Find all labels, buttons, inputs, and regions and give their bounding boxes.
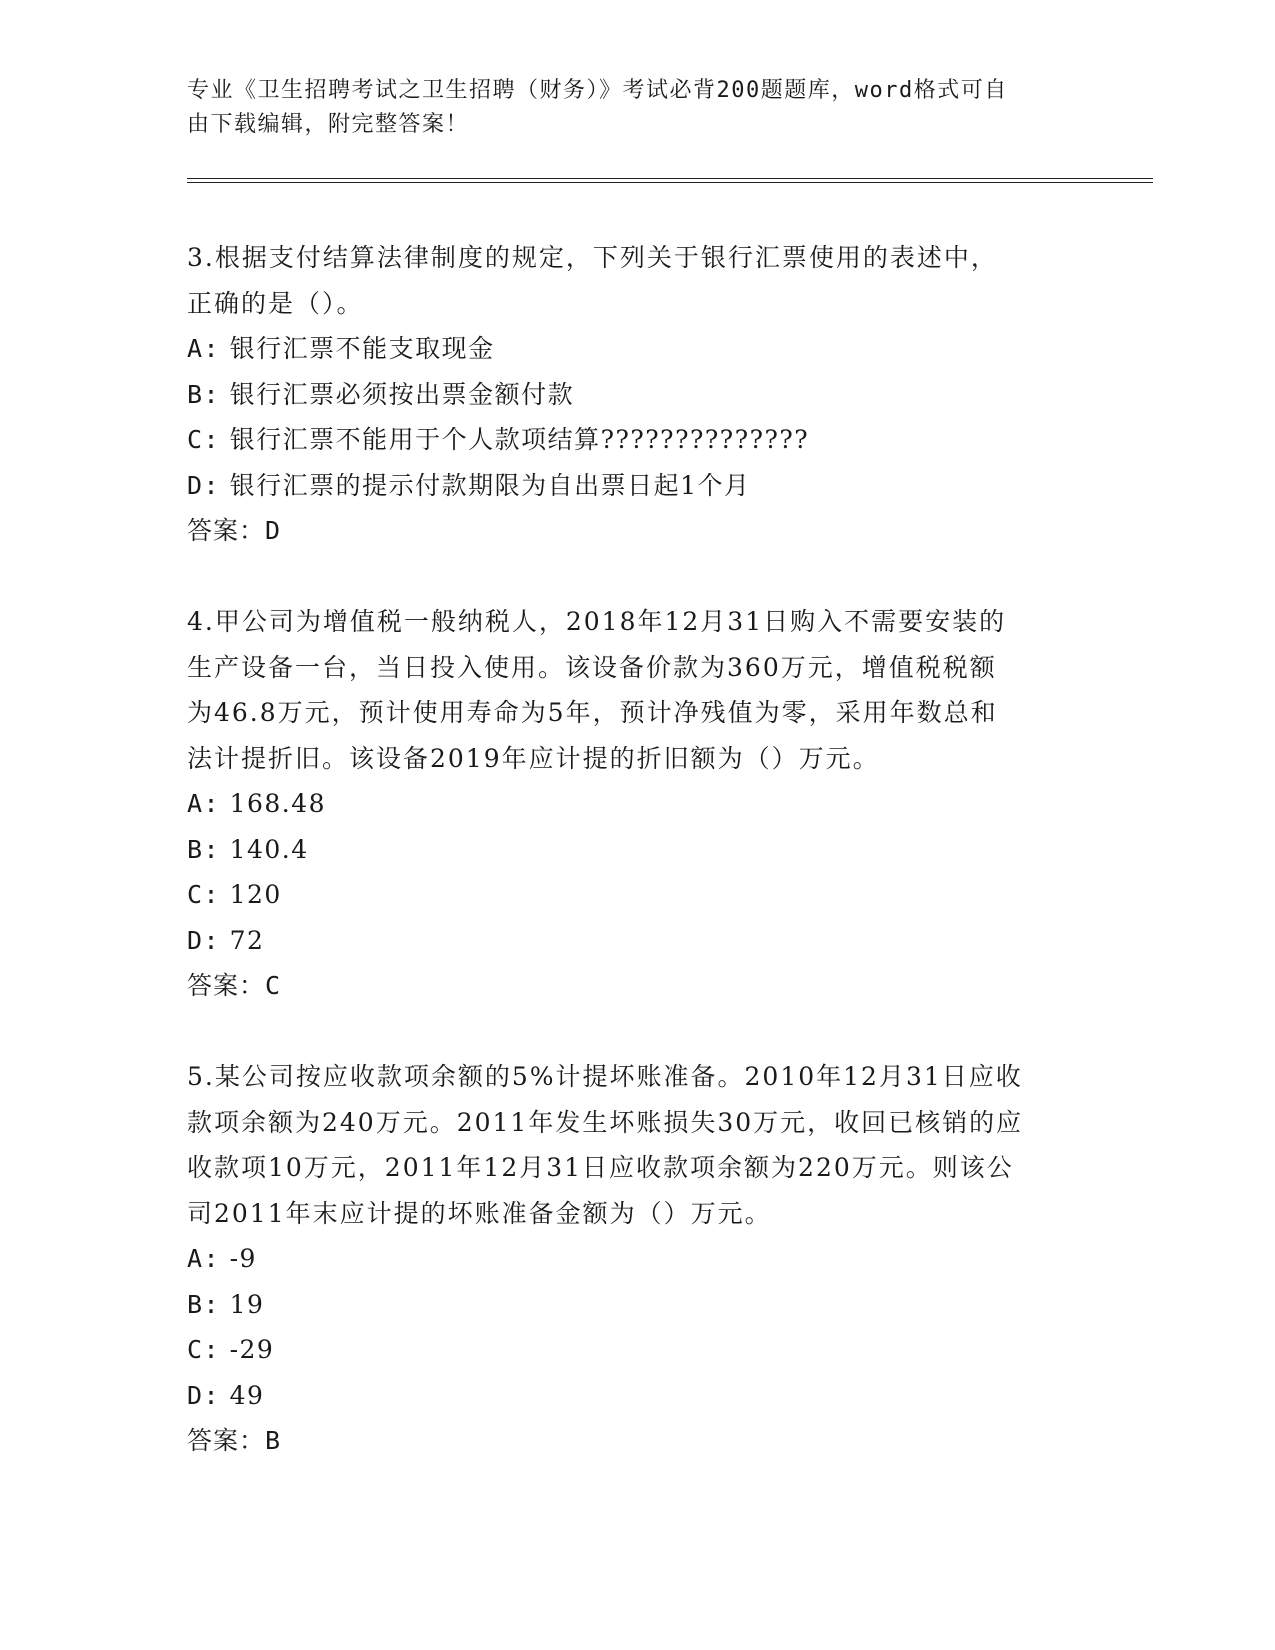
- option-key: D:: [187, 470, 221, 500]
- option-text: 168.48: [229, 789, 327, 818]
- option-key: D:: [187, 1380, 221, 1410]
- option-d: [187, 918, 1087, 964]
- option-text: 49: [229, 1380, 265, 1410]
- option-b: [187, 372, 1087, 418]
- option-key: C:: [187, 880, 221, 909]
- question-stem: [187, 599, 1087, 781]
- option-a: [187, 781, 1087, 827]
- option-text: 72: [229, 925, 265, 955]
- option-text: 银行汇票不能用于个人款项结算??????????????: [229, 425, 810, 454]
- answer: 答案：D: [187, 516, 282, 545]
- option-text: 19: [229, 1289, 265, 1319]
- option-c: [187, 872, 1087, 918]
- question-stem: [187, 235, 1087, 326]
- option-c: [187, 417, 1087, 463]
- header-divider-bottom: [187, 182, 1153, 183]
- option-a: [187, 326, 1087, 372]
- header-line-1: 专业《卫生招聘考试之卫生招聘（财务）》考试必背200题题库，word格式可自: [187, 78, 1008, 103]
- option-text: 120: [229, 880, 282, 909]
- option-text: 银行汇票的提示付款期限为自出票日起1个月: [229, 470, 751, 500]
- option-key: B:: [187, 1289, 221, 1319]
- option-b: [187, 1282, 1087, 1328]
- stem-line: 款项余额为240万元。2011年发生坏账损失30万元，收回已核销的应: [187, 1107, 1024, 1137]
- option-text: 银行汇票必须按出票金额付款: [229, 379, 575, 409]
- document-header: [187, 74, 1067, 142]
- stem-line: 5.某公司按应收款项余额的5%计提坏账准备。2010年12月31日应收: [187, 1062, 1023, 1091]
- option-c: [187, 1327, 1087, 1373]
- answer: 答案：B: [187, 1426, 282, 1455]
- option-key: A:: [187, 334, 221, 363]
- header-divider-top: [187, 178, 1153, 179]
- question-4: [187, 599, 1087, 1009]
- option-text: -29: [229, 1335, 275, 1364]
- stem-line: 生产设备一台，当日投入使用。该设备价款为360万元，增值税税额: [187, 652, 997, 682]
- answer: 答案：C: [187, 971, 282, 1000]
- option-d: [187, 463, 1087, 509]
- option-key: C:: [187, 1335, 221, 1364]
- question-3: [187, 235, 1087, 554]
- option-text: 140.4: [229, 834, 309, 864]
- stem-line: 收款项10万元，2011年12月31日应收款项余额为220万元。则该公: [187, 1153, 1014, 1182]
- option-key: A:: [187, 789, 221, 818]
- question-stem: [187, 1054, 1087, 1236]
- stem-line: 为46.8万元，预计使用寿命为5年，预计净残值为零，采用年数总和: [187, 698, 998, 727]
- stem-line: 3.根据支付结算法律制度的规定，下列关于银行汇票使用的表述中，: [187, 243, 998, 272]
- stem-line: 4.甲公司为增值税一般纳税人，2018年12月31日购入不需要安装的: [187, 607, 1007, 636]
- stem-line: 司2011年末应计提的坏账准备金额为（）万元。: [187, 1198, 772, 1228]
- option-text: 银行汇票不能支取现金: [229, 334, 495, 363]
- option-key: C:: [187, 425, 221, 454]
- option-key: D:: [187, 925, 221, 955]
- question-5: [187, 1054, 1087, 1464]
- stem-line: 正确的是（）。: [187, 288, 364, 318]
- option-b: [187, 827, 1087, 873]
- option-key: A:: [187, 1244, 221, 1273]
- option-a: [187, 1236, 1087, 1282]
- option-text: -9: [229, 1244, 257, 1273]
- stem-line: 法计提折旧。该设备2019年应计提的折旧额为（）万元。: [187, 743, 880, 773]
- option-d: [187, 1373, 1087, 1419]
- option-key: B:: [187, 379, 221, 409]
- option-key: B:: [187, 834, 221, 864]
- header-line-2: 由下载编辑，附完整答案！: [187, 112, 470, 137]
